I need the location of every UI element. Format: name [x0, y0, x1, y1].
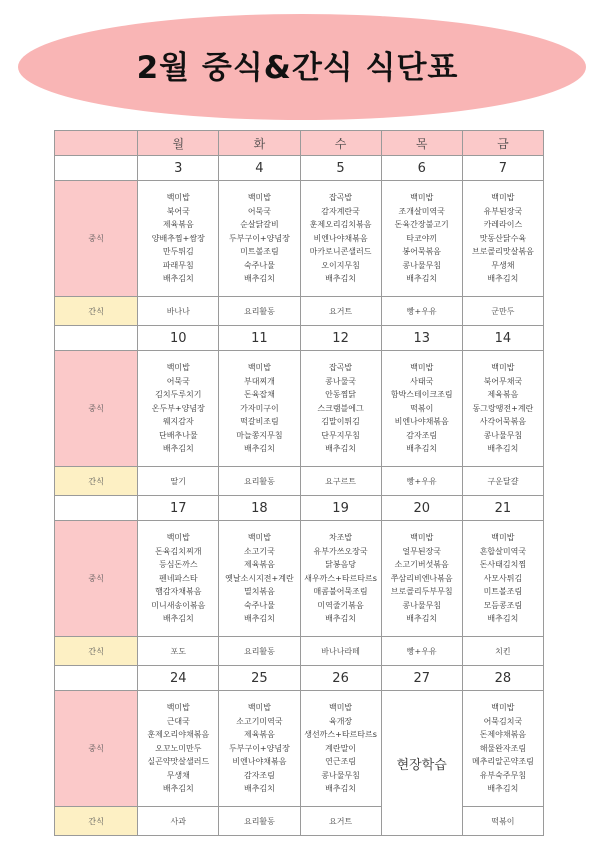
meal-item: 배추김치: [162, 274, 194, 284]
meal-item: 제육볶음: [162, 220, 194, 230]
lunch-cell: [381, 521, 462, 637]
date-cell: 13: [381, 326, 462, 351]
meal-item: 유부된장국: [483, 206, 523, 216]
meal-item: 미트볼조림: [240, 247, 279, 257]
meal-item: 백미밥: [491, 193, 515, 203]
snack-cell: 요거트: [300, 807, 381, 836]
meal-item: 미니새송이볶음: [151, 600, 206, 610]
weekday-header-row: [55, 131, 544, 156]
date-cell: 10: [138, 326, 219, 351]
meal-item: 안동찜닭: [325, 390, 357, 400]
meal-item: 배추김치: [406, 614, 438, 624]
date-cell: 4: [219, 156, 300, 181]
meal-item: 콩나물국: [325, 376, 357, 386]
date-cell: 18: [219, 496, 300, 521]
meal-item: 돈제야채볶음: [479, 730, 527, 740]
lunch-label: 중식: [55, 691, 138, 807]
meal-item: 배추김치: [487, 784, 519, 794]
snack-cell: 딸기: [138, 467, 219, 496]
meal-item: 오이지무침: [321, 260, 360, 270]
lunch-cell: [219, 351, 300, 467]
meal-item: 배추김치: [487, 614, 519, 624]
snack-cell: 사과: [138, 807, 219, 836]
meal-item: 콩나물무침: [402, 600, 442, 610]
lunch-cell: [381, 351, 462, 467]
meal-item: 배추김치: [243, 274, 275, 284]
date-cell: 17: [138, 496, 219, 521]
meal-item: 오꼬노미만두: [155, 743, 202, 753]
meal-item: 유부숙주무침: [479, 770, 527, 780]
snack-label: 간식: [55, 637, 138, 666]
meal-item: 백미밥: [247, 193, 272, 203]
lunch-cell: [462, 351, 543, 467]
meal-item: 배추김치: [243, 614, 275, 624]
meal-item: 모듬콩조림: [483, 600, 523, 610]
lunch-cell: [300, 691, 381, 807]
weekday-fri: 금: [462, 131, 543, 156]
meal-item: 돈육잡채: [243, 390, 275, 400]
snack-cell: 치킨: [462, 637, 543, 666]
meal-item: 백미밥: [410, 533, 434, 543]
meal-item: 돈육김치찌개: [155, 546, 202, 556]
meal-item: 비엔나야채볶음: [232, 757, 287, 767]
meal-item: 멸치볶음: [243, 587, 275, 597]
meal-item: 김치두루치기: [155, 390, 202, 400]
snack-row: [55, 807, 544, 836]
weekday-mon: 월: [138, 131, 219, 156]
meal-item: 비엔나야채볶음: [394, 417, 449, 427]
lunch-cell: [138, 521, 219, 637]
lunch-label: 중식: [55, 351, 138, 467]
meal-item: 얼무된장국: [402, 546, 442, 556]
meal-item: 북어국: [166, 206, 190, 216]
meal-item: 콩나물무침: [321, 770, 360, 780]
meal-item: 해물완자조림: [479, 743, 527, 753]
meal-item: 백미밥: [491, 533, 515, 543]
meal-item: 매콤불어묵조림: [313, 587, 368, 597]
meal-item: 육개장: [328, 716, 353, 726]
meal-item: 김말이튀김: [321, 417, 360, 427]
meal-item: 백미밥: [166, 703, 190, 713]
date-cell: 5: [300, 156, 381, 181]
date-cell: 12: [300, 326, 381, 351]
snack-cell: 요거트: [300, 297, 381, 326]
meal-item: 사모사튀김: [483, 573, 523, 583]
meal-item: 배추김치: [487, 444, 519, 454]
snack-cell: 구운달걀: [462, 467, 543, 496]
snack-cell: 요구르트: [300, 467, 381, 496]
date-cell: 24: [138, 666, 219, 691]
meal-item: 백미밥: [410, 193, 434, 203]
date-row: [55, 326, 544, 351]
snack-cell: 포도: [138, 637, 219, 666]
lunch-cell: [300, 521, 381, 637]
snack-cell: 바나나라떼: [300, 637, 381, 666]
snack-cell: 요리활동: [219, 637, 300, 666]
lunch-cell: [462, 521, 543, 637]
date-cell: 20: [381, 496, 462, 521]
meal-item: 가자미구이: [240, 403, 279, 413]
meal-item: 두부구이+양념장: [229, 743, 290, 753]
meal-item: 비엔나야채볶음: [313, 233, 368, 243]
meal-item: 양배추찜+쌈장: [151, 233, 205, 243]
meal-item: 스크램블에그: [317, 403, 364, 413]
date-row: [55, 496, 544, 521]
date-row: [55, 156, 544, 181]
meal-item: 함박스테이크조림: [390, 390, 453, 400]
meal-item: 제육볶음: [243, 560, 275, 570]
meal-item: 연근조림: [325, 757, 357, 767]
meal-item: 쭈삼리비엔나볶음: [390, 573, 453, 583]
meal-item: 백미밥: [166, 533, 190, 543]
meal-item: 배추김치: [487, 274, 519, 284]
meal-item: 백미밥: [328, 703, 353, 713]
lunch-row: [55, 181, 544, 297]
meal-item: 미역줄기볶음: [317, 600, 364, 610]
lunch-label: 중식: [55, 521, 138, 637]
date-cell: 25: [219, 666, 300, 691]
meal-item: 북어무채국: [483, 376, 523, 386]
meal-item: 감자계란국: [321, 206, 360, 216]
meal-item: 맛동산닭수육: [479, 233, 527, 243]
meal-item: 백미밥: [410, 363, 434, 373]
meal-item: 배추김치: [162, 444, 194, 454]
meal-item: 계란말이: [325, 743, 357, 753]
meal-item: 동그랑땡전+계란: [472, 403, 534, 413]
lunch-cell: [381, 181, 462, 297]
meal-item: 배추김치: [325, 274, 357, 284]
meal-item: 숙주나물: [243, 600, 275, 610]
meal-item: 생선까스+타르타르s: [304, 730, 377, 740]
meal-item: 돈육간장불고기: [394, 220, 449, 230]
meal-item: 배추김치: [325, 444, 357, 454]
date-row-label: [55, 156, 138, 181]
snack-cell: 빵+우유: [381, 467, 462, 496]
meal-item: 잡곡밥: [328, 193, 353, 203]
lunch-cell: [138, 181, 219, 297]
meal-item: 배추김치: [162, 614, 194, 624]
meal-item: 닭봉음당: [325, 560, 357, 570]
meal-item: 파래무침: [162, 260, 194, 270]
meal-item: 제육볶음: [487, 390, 519, 400]
meal-item: 무생채: [491, 260, 515, 270]
snack-cell: 요리활동: [219, 807, 300, 836]
lunch-cell: [138, 691, 219, 807]
date-cell: 28: [462, 666, 543, 691]
meal-item: 마카로니콘샐러드: [309, 247, 372, 257]
date-row-label: [55, 666, 138, 691]
meal-item: 브로콜리두부무침: [390, 587, 453, 597]
snack-row: [55, 297, 544, 326]
meal-item: 훈제오리김치볶음: [309, 220, 372, 230]
snack-cell: 요리활동: [219, 467, 300, 496]
date-cell: 6: [381, 156, 462, 181]
meal-item: 콩나물무침: [402, 260, 442, 270]
meal-item: 배추김치: [162, 784, 194, 794]
meal-item: 콩나물무침: [483, 430, 523, 440]
special-event: 현장학습: [396, 757, 447, 773]
page-title: 2월 중식&간식 식단표: [136, 50, 459, 86]
header-corner: [55, 131, 138, 156]
meal-item: 돈사태김치찜: [479, 560, 527, 570]
lunch-row: [55, 351, 544, 467]
meal-item: 백미밥: [247, 363, 272, 373]
meal-item: 무생채: [166, 770, 190, 780]
meal-item: 웨지감자: [162, 417, 194, 427]
weekday-thu: 목: [381, 131, 462, 156]
meal-item: 온두부+양념장: [151, 403, 205, 413]
date-cell: 19: [300, 496, 381, 521]
meal-item: 배추김치: [325, 614, 357, 624]
snack-row: [55, 637, 544, 666]
lunch-cell: [462, 691, 543, 807]
meal-item: 사태국: [410, 376, 434, 386]
meal-item: 옛날소시지전+계란: [225, 573, 294, 583]
snack-cell: 빵+우유: [381, 637, 462, 666]
meal-item: 새우까스+타르타르s: [304, 573, 377, 583]
meal-item: 등심돈까스: [158, 560, 198, 570]
meal-item: 미트볼조림: [483, 587, 523, 597]
meal-item: 소고기국: [243, 546, 275, 556]
date-cell: 3: [138, 156, 219, 181]
snack-label: 간식: [55, 807, 138, 836]
meal-item: 감자조림: [406, 430, 438, 440]
meal-item: 떡볶이: [410, 403, 434, 413]
date-row: [55, 666, 544, 691]
meal-item: 배추김치: [406, 444, 438, 454]
snack-cell: 빵+우유: [381, 297, 462, 326]
meal-item: 만두튀김: [162, 247, 194, 257]
date-cell: 7: [462, 156, 543, 181]
meal-item: 근대국: [166, 716, 190, 726]
meal-item: 단무지무침: [321, 430, 360, 440]
lunch-cell: [381, 691, 462, 836]
menu-table: [54, 130, 544, 836]
lunch-cell: [300, 351, 381, 467]
meal-item: 배추김치: [243, 444, 275, 454]
snack-cell: 떡볶이: [462, 807, 543, 836]
meal-item: 어묵김치국: [483, 716, 523, 726]
meal-item: 제육볶음: [243, 730, 275, 740]
lunch-label: 중식: [55, 181, 138, 297]
meal-item: 메추리알곤약조림: [471, 757, 534, 767]
meal-item: 순살닭갈비: [240, 220, 279, 230]
snack-label: 간식: [55, 467, 138, 496]
meal-item: 감자조림: [243, 770, 275, 780]
weekday-wed: 수: [300, 131, 381, 156]
meal-item: 백미밥: [247, 533, 272, 543]
meal-item: 차조밥: [328, 533, 353, 543]
meal-item: 어묵국: [247, 206, 272, 216]
meal-item: 흔합살미역국: [479, 546, 527, 556]
lunch-cell: [138, 351, 219, 467]
date-cell: 11: [219, 326, 300, 351]
meal-item: 마늘쫑지무침: [236, 430, 283, 440]
meal-item: 어묵국: [166, 376, 190, 386]
lunch-cell: [462, 181, 543, 297]
meal-item: 브로콜리맛살볶음: [471, 247, 534, 257]
meal-item: 잡곡밥: [328, 363, 353, 373]
meal-item: 떡갈비조림: [240, 417, 279, 427]
meal-item: 배추김치: [325, 784, 357, 794]
meal-item: 사각어묵볶음: [479, 417, 527, 427]
meal-item: 실곤약맛살샐러드: [147, 757, 210, 767]
meal-item: 백미밥: [166, 363, 190, 373]
date-cell: 27: [381, 666, 462, 691]
meal-item: 두부구이+양념장: [229, 233, 290, 243]
snack-cell: 군만두: [462, 297, 543, 326]
snack-cell: 요리활동: [219, 297, 300, 326]
meal-item: 훈제오리야채볶음: [147, 730, 210, 740]
date-row-label: [55, 326, 138, 351]
meal-item: 배추김치: [243, 784, 275, 794]
meal-item: 소고기버섯볶음: [394, 560, 449, 570]
meal-item: 백미밥: [491, 363, 515, 373]
lunch-row: [55, 521, 544, 637]
meal-item: 조개살미역국: [398, 206, 445, 216]
meal-item: 배추김치: [406, 274, 438, 284]
date-cell: 21: [462, 496, 543, 521]
lunch-cell: [219, 691, 300, 807]
meal-item: 카레라이스: [483, 220, 523, 230]
meal-item: 단배추나물: [158, 430, 198, 440]
weekday-tue: 화: [219, 131, 300, 156]
meal-item: 타코야끼: [406, 233, 438, 243]
snack-row: [55, 467, 544, 496]
lunch-row: [55, 691, 544, 807]
date-row-label: [55, 496, 138, 521]
meal-item: 백미밥: [247, 703, 272, 713]
meal-item: 유부가쓰오장국: [313, 546, 368, 556]
date-cell: 26: [300, 666, 381, 691]
meal-item: 백미밥: [166, 193, 190, 203]
date-cell: 14: [462, 326, 543, 351]
lunch-cell: [219, 521, 300, 637]
meal-item: 햄감자채볶음: [155, 587, 202, 597]
lunch-cell: [300, 181, 381, 297]
snack-label: 간식: [55, 297, 138, 326]
lunch-cell: [219, 181, 300, 297]
meal-item: 봉어묵볶음: [402, 247, 442, 257]
meal-item: 백미밥: [491, 703, 515, 713]
meal-item: 소고기미역국: [236, 716, 283, 726]
meal-item: 펜네파스타: [158, 573, 198, 583]
meal-item: 숙주나물: [243, 260, 275, 270]
meal-item: 부대찌개: [243, 376, 275, 386]
snack-cell: 바나나: [138, 297, 219, 326]
